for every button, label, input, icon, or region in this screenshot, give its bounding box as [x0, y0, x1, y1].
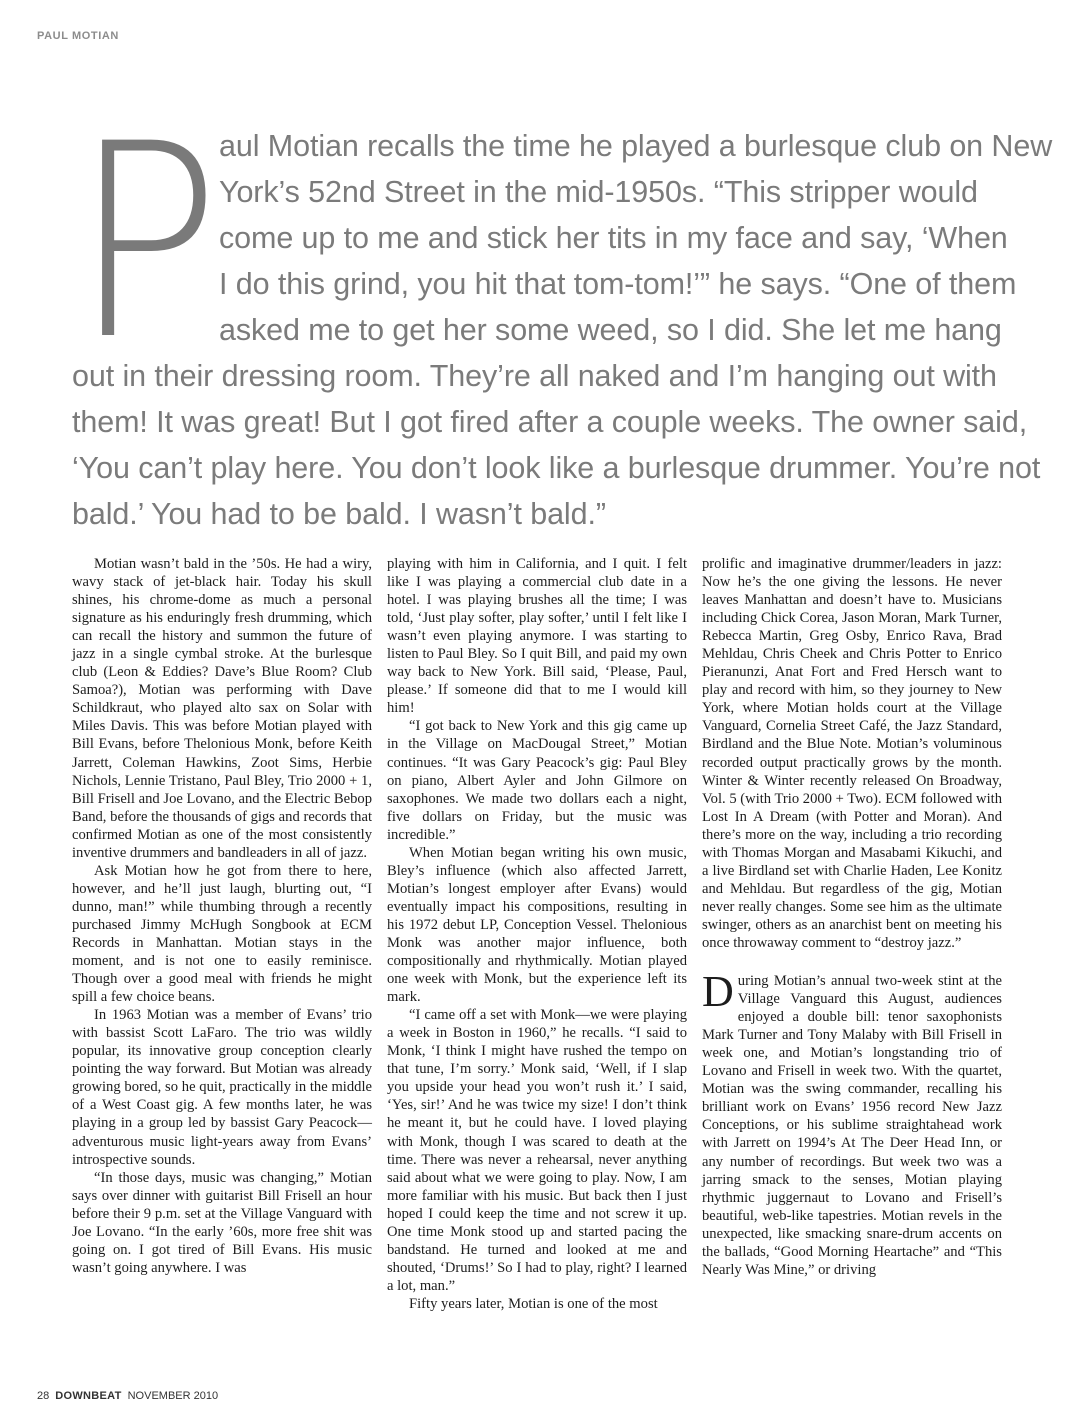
intro-line: I do this grind, you hit that tom-tom!’” he says. “One of them	[219, 267, 1017, 301]
body-column-1	[72, 555, 372, 1277]
section-paragraph	[702, 967, 1002, 1279]
page-number: 28	[37, 1390, 50, 1402]
paragraph: “I got back to New York and this gig came up in the Village on MacDougal Street,” Motian continues. “It was Gary Peacock’s gig: Paul Bley on piano, Albert Ayler and John Gilmore on saxophones. We made two dollars each a night, five dollars on Friday, but the music was incredible.”	[387, 718, 687, 843]
paragraph: “In those days, music was changing,” Motian says over dinner with guitarist Bill Frisell an hour before their 9 p.m. set at the Village Vanguard with Joe Lovano. “In the early ’60s, more free shit was going on. I got tired of Bill Evans. His music wasn’t going anywhere. I was	[72, 1169, 372, 1276]
paragraph: In 1963 Motian was a member of Evans’ trio with bassist Scott LaFaro. The trio was wildly popular, its innovative group conception clearly pointing the way forward. But Motian was already growing bored, so he quit, practically in the middle of a West Coast gig. A few months later, he was playing in a group led by bassist Gary Peacock—adventurous music light-years away from Evans’ introspective sounds.	[72, 1007, 372, 1168]
intro-line: York’s 52nd Street in the mid-1950s. “This stripper would	[219, 175, 978, 209]
intro-line: bald.’ You had to be bald. I wasn’t bald.”	[72, 497, 606, 531]
issue-date: NOVEMBER 2010	[127, 1390, 219, 1402]
paragraph: playing with him in California, and I quit. I felt like I was playing a commercial club date in a hotel. I was playing brushes all the time; I was told, ‘Just play softer, play softer,’ until I felt like I wasn’t even playing anymore. I was starting to listen to Paul Bley. So I quit Bill, and paid my own way back to New York. Bill said, ‘Please, Paul, please.’ If someone did that to me I would kill him!	[387, 556, 687, 717]
paragraph: Ask Motian how he got from there to here, however, and he’ll just laugh, blurting out, “I dunno, man!” while thumbing through a recently purchased Jimmy McHugh Songbook at ECM Records in Manhattan. Motian stays in the moment, and is not one to easily reminisce. Though over a good meal with friends he might spill a few choice beans.	[72, 862, 372, 1006]
drop-cap: P	[72, 87, 221, 399]
intro-line: out in their dressing room. They’re all naked and I’m hanging out with	[72, 359, 997, 393]
folio	[37, 1390, 218, 1402]
paragraph: “I came off a set with Monk—we were playing a week in Boston in 1960,” he recalls. “I said to Monk, ‘I think I might have rushed the tempo on that tune, I’m sorry.’ Monk said, ‘Well, if I slap you upside your head you won’t rush it.’ I said, ‘Yes, sir!’ And he was twice my size! I don’t think he meant it, but he could have. I loved playing with Monk, though I was scared to death at the time. There was never a rehearsal, never anything said about what we were going to play. Now, I am more familiar with his music. But back then I just hoped I could keep the time and not screw it up. One time Monk stood up and started pacing the bandstand. He turned and looked at me and shouted, ‘Drums!’ So I had to play, right? I learned a lot, man.”	[387, 1007, 687, 1294]
paragraph: Fifty years later, Motian is one of the most	[409, 1295, 658, 1312]
body-column-3	[702, 555, 1002, 1279]
section-text: uring Motian’s annual two-week stint at the Village Vanguard this August, audiences enjoyed a double bill: tenor saxophonists Mark Turner and Tony Malaby with Bill Frisell in week one, and Motian’s longstanding trio of Lovano and Frisell in week two. With the quartet, Motian was the swing commander, recalling his brilliant work on Evans’ 1956 record New Jazz Conceptions, or his sublime straightahead work with Jarrett on 1994’s At The Deer Head Inn, or any number of recordings. But week two was a jarring smack to the senses, Motian playing rhythmic juggernaut to Lovano and Frisell’s beautiful, web-like tapestries. Motian revels in the unexpected, like smacking snare-drum accents on the ballads, “Good Morning Heartache” and “This Nearly Was Mine,” or driving	[702, 973, 1002, 1278]
intro-line: come up to me and stick her tits in my face and say, ‘When	[219, 221, 1008, 255]
publication-name: DOWNBEAT	[55, 1390, 122, 1402]
paragraph: When Motian began writing his own music, Bley’s influence (which also affected Jarrett, Motian’s longest employer after Evans) would eventually impact his compositions, resulting in his 1972 debut LP, Conception Vessel. Thelonious Monk was another major influence, both compositionally and rhythmically. Motian played one week with Monk, but the experience left its mark.	[387, 844, 687, 1006]
intro-line: asked me to get her some weed, so I did. She let me hang	[219, 313, 1002, 347]
intro-line: them! It was great! But I got fired after a couple weeks. The owner said,	[72, 405, 1028, 439]
body-column-2	[387, 555, 687, 1313]
section-initial: D	[702, 967, 734, 1017]
intro-line: aul Motian recalls the time he played a burlesque club on New	[219, 129, 1053, 163]
paragraph: prolific and imaginative drummer/leaders in jazz: Now he’s the one giving the lessons. He never leaves Manhattan and doesn’t have to. Musicians including Chick Corea, Jason Moran, Mark Turner, Rebecca Martin, Greg Osby, Enrico Rava, Brad Mehldau, Chris Cheek and Chris Potter to Enrico Pieranunzi, Anat Fort and Fred Hersch want to play and record with him, so they journey to New York, where Motian holds court at the Village Vanguard, Cornelia Street Café, the Jazz Standard, Birdland and the Blue Note. Motian’s voluminous recorded output practically grows by the month. Winter & Winter recently released On Broadway, Vol. 5 (with Trio 2000 + Two). ECM followed with Lost In A Dream (with Potter and Moran). And there’s more on the way, including a trio recording with Thomas Morgan and Masabami Kikuchi, and a live Birdland set with Charlie Haden, Lee Konitz and Mehldau. But regardless of the gig, Motian never really changes. Some see him as the ultimate swinger, others as an anarchist bent on meeting his once throwaway comment to “destroy jazz.”	[702, 556, 1002, 951]
running-head: PAUL MOTIAN	[37, 30, 119, 42]
paragraph: Motian wasn’t bald in the ’50s. He had a wiry, wavy stack of jet-black hair. Today his skull shines, his chrome-dome as much a personal signature as his enduringly fresh drumming, which can recall the history and summon the future of jazz in a single cymbal stroke. At the burlesque club (Leon & Eddies? Dave’s Blue Room? Club Samoa?), Motian was performing with Dave Schildkraut, who played alto sax on Solar with Miles Davis. This was before Motian played with Bill Evans, before Thelonious Monk, before Keith Jarrett, Coleman Hawkins, Zoot Sims, Herbie Nichols, Lennie Tristano, Paul Bley, Trio 2000 + 1, Bill Frisell and Joe Lovano, and the Electric Bebop Band, before the thousands of gigs and records that confirmed Motian as one of the most consistently inventive drummers and bandleaders in all of jazz.	[72, 556, 372, 861]
intro-line: ‘You can’t play here. You don’t look like a burlesque drummer. You’re not	[72, 451, 1041, 485]
